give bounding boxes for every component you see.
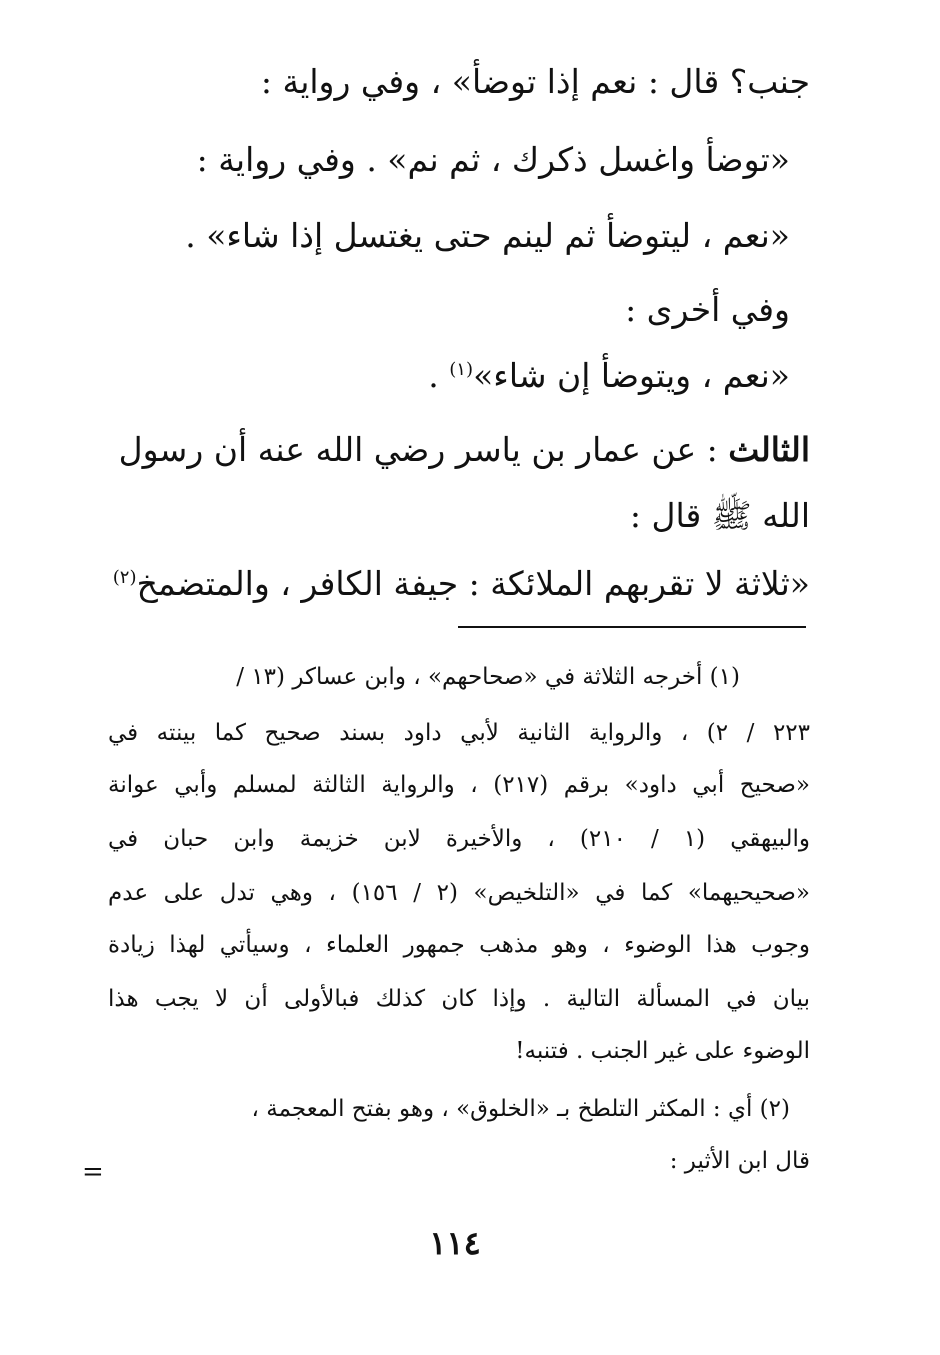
footnote-line-7: بيان في المسألة التالية . وإذا كان كذلك فبالأولى أن لا يجب هذا	[108, 986, 810, 1012]
footnote-divider	[458, 626, 806, 628]
body-line-3: «نعم ، ليتوضأ ثم لينم حتى يغتسل إذا شاء» .	[185, 216, 790, 255]
body-line-5	[428, 356, 790, 395]
footnote-ref-1: (١)	[449, 359, 474, 380]
third-label: الثالث	[728, 430, 810, 469]
body-line-5-text: «نعم ، ويتوضأ إن شاء»	[473, 356, 790, 395]
footnote-line-5: «صحيحيهما» كما في «التلخيص» (٢ / ١٥٦) ، وهي تدل على عدم	[108, 880, 811, 906]
footnote-line-6: وجوب هذا الوضوء ، وهو مذهب جمهور العلماء ، وسيأتي لهذا زيادة	[108, 932, 810, 958]
footnote-line-3: «صحيح أبي داود» برقم (٢١٧) ، والرواية الثالثة لمسلم وأبي عوانة	[108, 772, 810, 798]
footnote-line-9: (٢) أي : المكثر التلطخ بـ «الخلوق» ، وهو بفتح المعجمة ،	[251, 1096, 790, 1122]
page-number: ١١٤	[429, 1224, 481, 1262]
footnote-ref-2: (٢)	[112, 567, 137, 588]
body-line-8	[113, 564, 810, 603]
continuation-mark: =	[82, 1157, 104, 1187]
footnote-line-8: الوضوء على غير الجنب . فتنبه!	[515, 1038, 810, 1064]
footnote-line-2: ٢٢٣ / ٢) ، والرواية الثانية لأبي داود بسند صحيح كما بينته في	[108, 720, 810, 746]
body-line-2: «توضأ واغسل ذكرك ، ثم نم» . وفي رواية :	[196, 140, 790, 179]
body-line-1: جنب؟ قال : نعم إذا توضأ» ، وفي رواية :	[260, 62, 810, 101]
body-line-8-text: «ثلاثة لا تقربهم الملائكة : جيفة الكافر ، والمتضمخ	[136, 564, 810, 603]
footnote-line-1: (١) أخرجه الثلاثة في «صحاحهم» ، وابن عساكر (١٣ /	[236, 664, 740, 690]
footnote-line-10: قال ابن الأثير :	[669, 1148, 810, 1174]
body-line-4: وفي أخرى :	[625, 290, 790, 329]
body-line-7: الله ﷺ قال :	[629, 496, 810, 535]
body-line-6	[119, 430, 810, 469]
footnote-line-4: والبيهقي (١ / ٢١٠) ، والأخيرة لابن خزيمة وابن حبان في	[108, 826, 810, 852]
third-text: : عن عمار بن ياسر رضي الله عنه أن رسول	[118, 430, 729, 469]
body-line-5-end: .	[428, 356, 450, 395]
